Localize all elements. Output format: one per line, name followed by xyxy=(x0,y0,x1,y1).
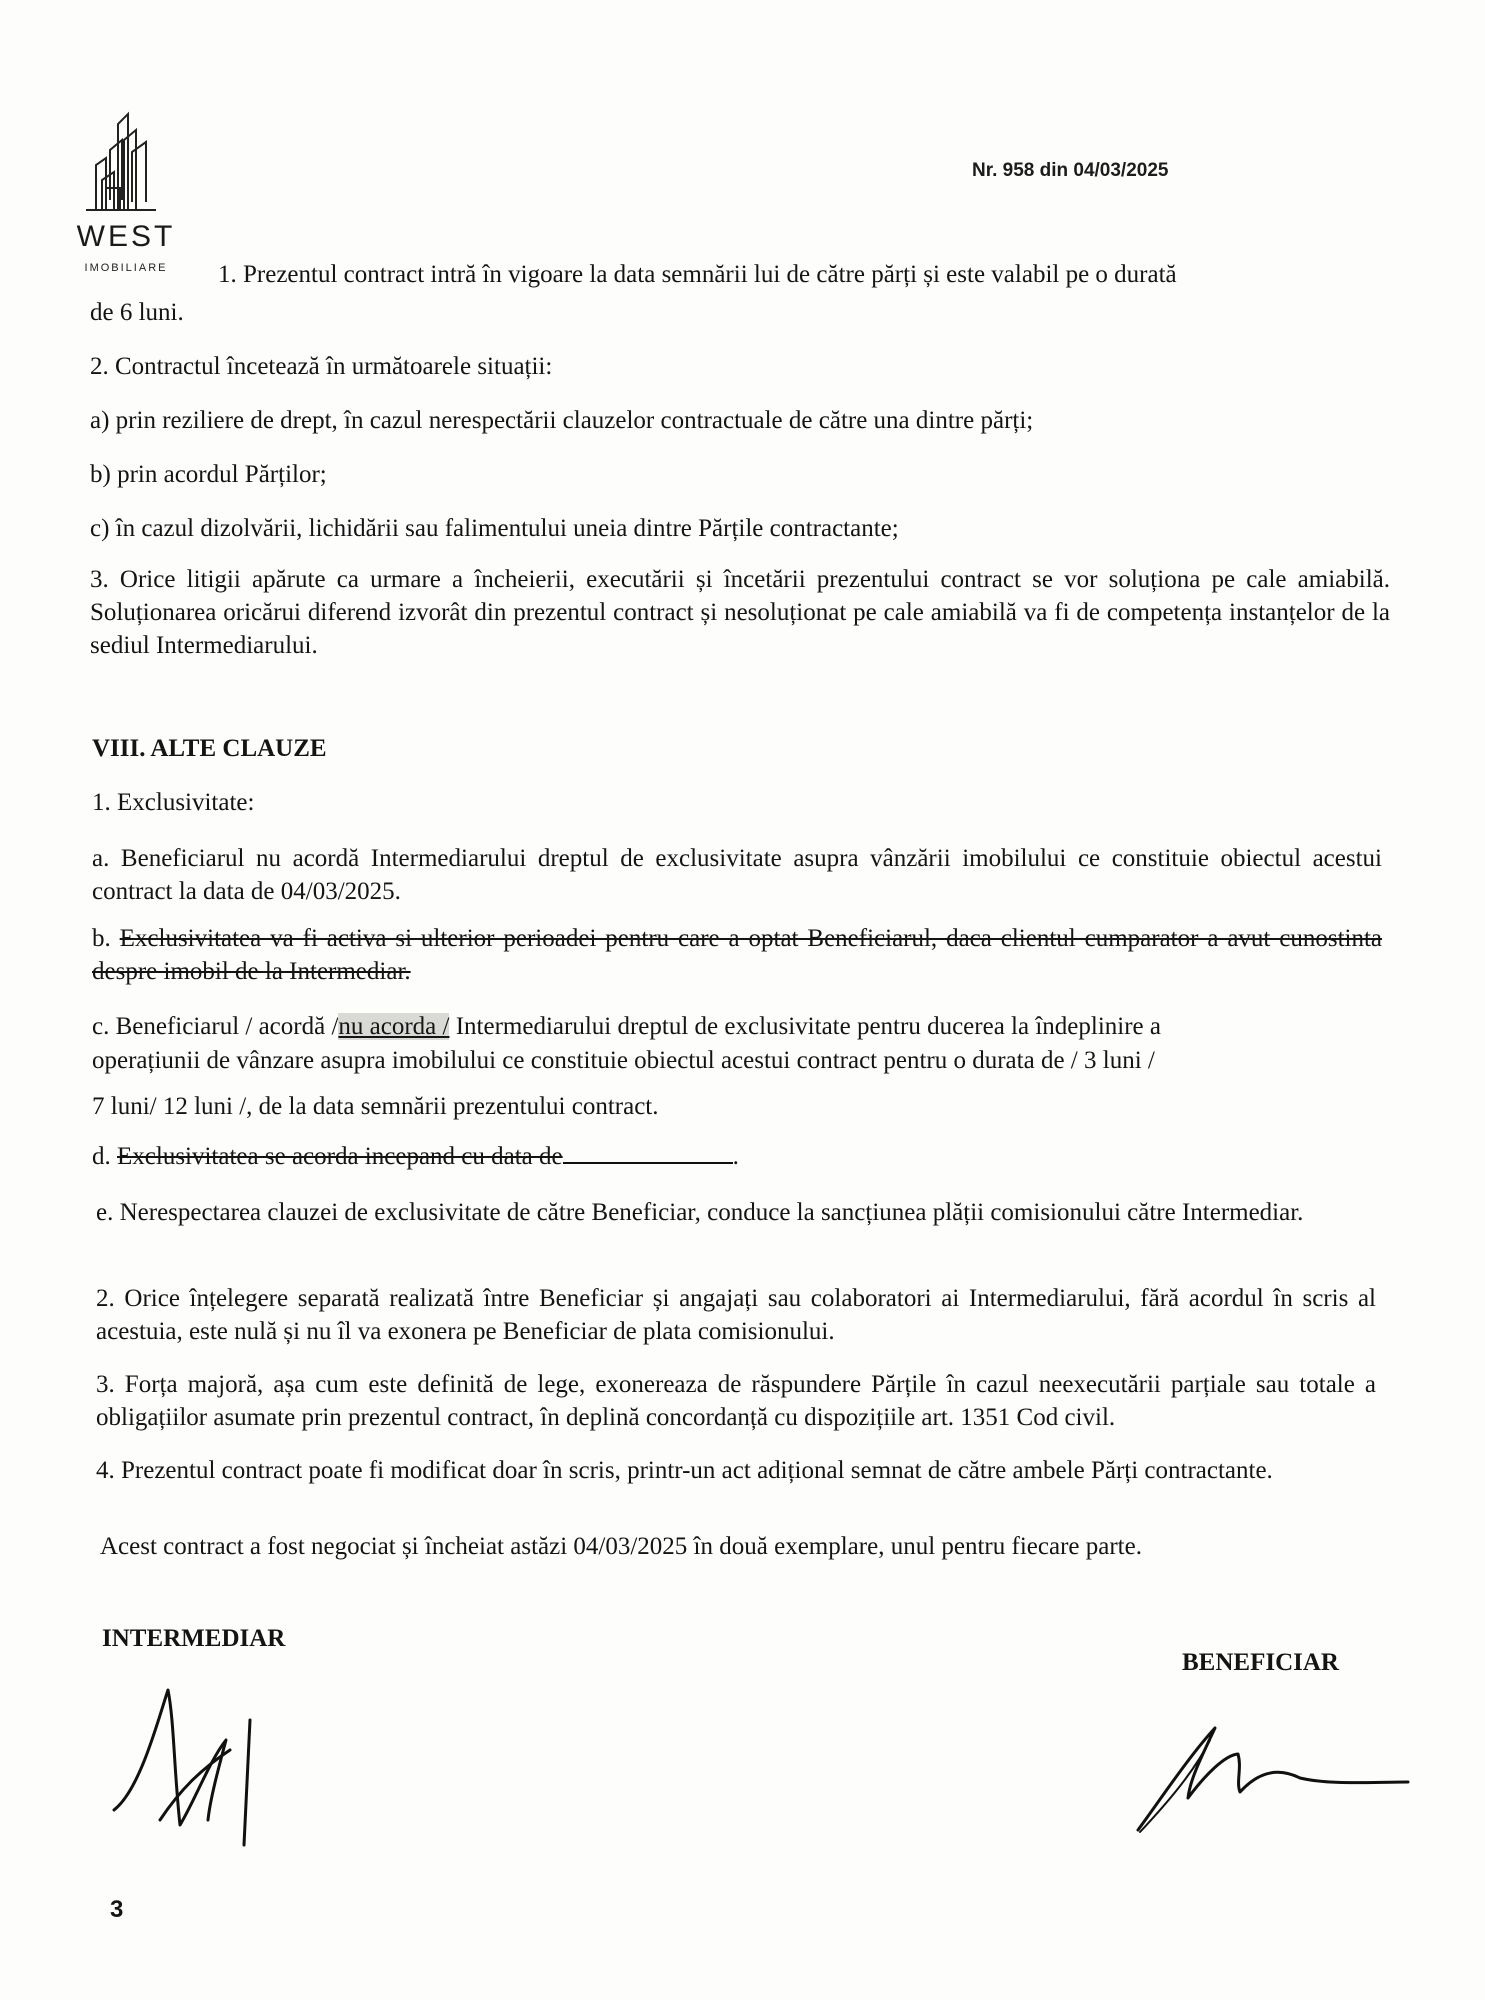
clause-1-line1: 1. Prezentul contract intră în vigoare la data semnării lui de către părți și este valabil pe o durată xyxy=(218,261,1177,288)
clause-c-line3: 7 luni/ 12 luni /, de la data semnării prezentului contract. xyxy=(92,1093,659,1120)
clause-3: 3. Orice litigii apărute ca urmare a încheierii, executării și încetării prezentului contract se vor soluționa pe cale amiabilă. Soluționarea oricărui diferend izvorât din prezentul contract și nesoluționat pe cale amiabilă va fi de competența instanțelor de la sediul Intermediarului. xyxy=(90,566,1390,659)
clause-1-line2: de 6 luni. xyxy=(90,299,184,326)
intermediar-signature xyxy=(100,1680,280,1860)
clause-a: a. Beneficiarul nu acordă Intermediarului dreptul de exclusivitate asupra vânzării imobilului ce constituie obiectul acestui contract la data de 04/03/2025. xyxy=(92,845,1382,905)
clause-b-prefix: b. xyxy=(92,925,120,952)
clause-2: 2. Contractul încetează în următoarele situații: xyxy=(90,353,553,380)
closing-statement: Acest contract a fost negociat și încheiat astăzi 04/03/2025 în două exemplare, unul pentru fiecare parte. xyxy=(100,1533,1142,1560)
clause-c-part2: Intermediarului dreptul de exclusivitate pentru ducerea la îndeplinire a xyxy=(449,1013,1161,1040)
clause-2c: c) în cazul dizolvării, lichidării sau falimentului uneia dintre Părțile contractante; xyxy=(90,515,899,542)
document-number: Nr. 958 din 04/03/2025 xyxy=(972,160,1169,181)
beneficiar-signature xyxy=(1130,1710,1420,1850)
page-number: 3 xyxy=(110,1896,124,1923)
intermediar-label: INTERMEDIAR xyxy=(102,1625,286,1652)
clause-c-selected-option: nu acorda / xyxy=(338,1013,450,1040)
clause-d-suffix: . xyxy=(732,1143,739,1170)
clause-c-line1 xyxy=(92,1010,1161,1043)
company-logo xyxy=(66,110,196,280)
clause-d xyxy=(92,1140,739,1173)
building-logo-icon xyxy=(66,110,186,215)
clause-2b: b) prin acordul Părților; xyxy=(90,461,327,488)
logo-subtitle: IMOBILIARE xyxy=(84,262,168,274)
clause-d-prefix: d. xyxy=(92,1143,117,1170)
date-blank-line xyxy=(563,1142,733,1164)
clause-e: e. Nerespectarea clauzei de exclusivitate de către Beneficiar, conduce la sancțiunea plății comisionului către Intermediar. xyxy=(96,1199,1304,1226)
clause-c-part1: c. Beneficiarul / acordă / xyxy=(92,1013,339,1040)
beneficiar-label: BENEFICIAR xyxy=(1182,1649,1339,1676)
clause-d-struck-text: Exclusivitatea se acorda incepand cu data de xyxy=(117,1143,563,1170)
clause-2-agreement: 2. Orice înțelegere separată realizată între Beneficiar și angajați sau colaboratori ai Intermediarului, fără acordul în scris al acestuia, este nulă și nu îl va exonera pe Beneficiar de plata comisionului. xyxy=(96,1285,1376,1345)
logo-wordmark: WEST xyxy=(76,220,176,253)
clause-c-line2: operațiunii de vânzare asupra imobilului ce constituie obiectul acestui contract pentru o durata de / 3 luni / xyxy=(92,1047,1155,1074)
clause-2a: a) prin reziliere de drept, în cazul nerespectării clauzelor contractuale de către una dintre părți; xyxy=(90,407,1034,434)
exclusivity-heading: 1. Exclusivitate: xyxy=(92,789,255,816)
clause-4-modification: 4. Prezentul contract poate fi modificat doar în scris, printr-un act adițional semnat de către ambele Părți contractante. xyxy=(96,1457,1273,1484)
clause-b xyxy=(92,922,1382,988)
clause-b-struck-text: Exclusivitatea va fi activa si ulterior perioadei pentru care a optat Beneficiarul, daca clientul cumparator a avut cunostinta despre imobil de la Intermediar. xyxy=(92,925,1383,985)
clause-3-force-majeure: 3. Forța majoră, așa cum este definită de lege, exonereaza de răspundere Părțile în cazul neexecutării parțiale sau totale a obligațiilor asumate prin prezentul contract, în deplină concordanță cu dispozițiile art. 1351 Cod civil. xyxy=(96,1371,1376,1431)
section-title: VIII. ALTE CLAUZE xyxy=(92,735,327,762)
